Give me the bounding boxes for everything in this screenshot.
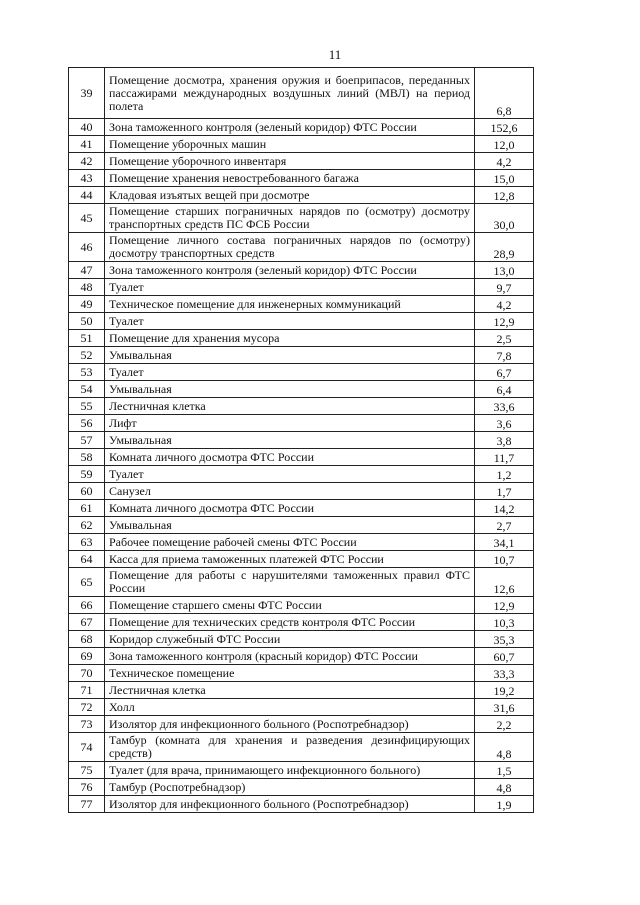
room-name: Помещение для технических средств контроля ФТС России [105, 614, 475, 631]
table-row [69, 699, 534, 716]
table-row [69, 381, 534, 398]
table-row [69, 568, 534, 597]
room-name: Зона таможенного контроля (зеленый коридор) ФТС России [105, 119, 475, 136]
area-value: 60,7 [475, 648, 534, 665]
premises-table-body [69, 68, 534, 813]
room-name: Туалет (для врача, принимающего инфекционного больного) [105, 762, 475, 779]
row-number: 67 [69, 614, 105, 631]
row-number: 69 [69, 648, 105, 665]
row-number: 39 [69, 68, 105, 119]
room-name: Зона таможенного контроля (зеленый коридор) ФТС России [105, 262, 475, 279]
table-row [69, 483, 534, 500]
row-number: 65 [69, 568, 105, 597]
row-number: 62 [69, 517, 105, 534]
room-name: Комната личного досмотра ФТС России [105, 500, 475, 517]
area-value: 12,0 [475, 136, 534, 153]
table-row [69, 665, 534, 682]
room-name: Умывальная [105, 347, 475, 364]
table-row [69, 648, 534, 665]
row-number: 59 [69, 466, 105, 483]
room-name: Тамбур (Роспотребнадзор) [105, 779, 475, 796]
area-value: 33,6 [475, 398, 534, 415]
area-value: 31,6 [475, 699, 534, 716]
row-number: 54 [69, 381, 105, 398]
table-row [69, 347, 534, 364]
room-name: Холл [105, 699, 475, 716]
area-value: 33,3 [475, 665, 534, 682]
row-number: 42 [69, 153, 105, 170]
area-value: 2,7 [475, 517, 534, 534]
room-name: Туалет [105, 466, 475, 483]
room-name: Помещение старшего смены ФТС России [105, 597, 475, 614]
room-name: Коридор служебный ФТС России [105, 631, 475, 648]
area-value: 9,7 [475, 279, 534, 296]
area-value: 2,2 [475, 716, 534, 733]
area-value: 10,7 [475, 551, 534, 568]
row-number: 51 [69, 330, 105, 347]
row-number: 50 [69, 313, 105, 330]
room-name: Техническое помещение [105, 665, 475, 682]
area-value: 152,6 [475, 119, 534, 136]
area-value: 3,6 [475, 415, 534, 432]
table-row [69, 614, 534, 631]
room-name: Лестничная клетка [105, 682, 475, 699]
room-name: Комната личного досмотра ФТС России [105, 449, 475, 466]
row-number: 72 [69, 699, 105, 716]
area-value: 3,8 [475, 432, 534, 449]
row-number: 61 [69, 500, 105, 517]
table-row [69, 262, 534, 279]
table-row [69, 796, 534, 813]
row-number: 58 [69, 449, 105, 466]
row-number: 73 [69, 716, 105, 733]
page-number: 11 [328, 47, 342, 62]
table-row [69, 449, 534, 466]
table-row [69, 631, 534, 648]
room-name: Зона таможенного контроля (красный коридор) ФТС России [105, 648, 475, 665]
area-value: 2,5 [475, 330, 534, 347]
room-name: Туалет [105, 279, 475, 296]
row-number: 45 [69, 204, 105, 233]
area-value: 1,5 [475, 762, 534, 779]
area-value: 12,6 [475, 568, 534, 597]
room-name: Помещение для хранения мусора [105, 330, 475, 347]
table-row [69, 534, 534, 551]
table-row [69, 432, 534, 449]
room-name: Помещение досмотра, хранения оружия и боеприпасов, переданных пассажирами международных воздушных линий (МВЛ) на период полета [105, 68, 475, 119]
area-value: 4,8 [475, 779, 534, 796]
table-row [69, 313, 534, 330]
table-row [69, 233, 534, 262]
row-number: 56 [69, 415, 105, 432]
room-name: Помещение старших пограничных нарядов по (осмотру) досмотру транспортных средств ПС ФСБ России [105, 204, 475, 233]
table-row [69, 398, 534, 415]
row-number: 47 [69, 262, 105, 279]
table-row [69, 204, 534, 233]
room-name: Лестничная клетка [105, 398, 475, 415]
row-number: 74 [69, 733, 105, 762]
table-row [69, 136, 534, 153]
row-number: 44 [69, 187, 105, 204]
row-number: 66 [69, 597, 105, 614]
room-name: Помещение личного состава пограничных нарядов по (осмотру) досмотру транспортных средств [105, 233, 475, 262]
table-row [69, 187, 534, 204]
area-value: 10,3 [475, 614, 534, 631]
area-value: 11,7 [475, 449, 534, 466]
table-row [69, 330, 534, 347]
room-name: Туалет [105, 364, 475, 381]
table-row [69, 500, 534, 517]
area-value: 12,9 [475, 597, 534, 614]
room-name: Кладовая изъятых вещей при досмотре [105, 187, 475, 204]
table-row [69, 551, 534, 568]
room-name: Умывальная [105, 517, 475, 534]
row-number: 68 [69, 631, 105, 648]
table-row [69, 119, 534, 136]
table-row [69, 296, 534, 313]
room-name: Тамбур (комната для хранения и разведения дезинфицирующих средств) [105, 733, 475, 762]
row-number: 41 [69, 136, 105, 153]
area-value: 30,0 [475, 204, 534, 233]
room-name: Умывальная [105, 381, 475, 398]
row-number: 43 [69, 170, 105, 187]
room-name: Лифт [105, 415, 475, 432]
table-row [69, 170, 534, 187]
room-name: Умывальная [105, 432, 475, 449]
table-row [69, 153, 534, 170]
table-row [69, 682, 534, 699]
room-name: Изолятор для инфекционного больного (Роспотребнадзор) [105, 716, 475, 733]
area-value: 35,3 [475, 631, 534, 648]
row-number: 49 [69, 296, 105, 313]
area-value: 19,2 [475, 682, 534, 699]
room-name: Туалет [105, 313, 475, 330]
table-row [69, 779, 534, 796]
table-row [69, 597, 534, 614]
row-number: 64 [69, 551, 105, 568]
premises-table [68, 67, 534, 813]
room-name: Техническое помещение для инженерных коммуникаций [105, 296, 475, 313]
row-number: 55 [69, 398, 105, 415]
area-value: 13,0 [475, 262, 534, 279]
room-name: Изолятор для инфекционного больного (Роспотребнадзор) [105, 796, 475, 813]
area-value: 6,4 [475, 381, 534, 398]
table-row [69, 517, 534, 534]
area-value: 4,2 [475, 296, 534, 313]
area-value: 7,8 [475, 347, 534, 364]
area-value: 15,0 [475, 170, 534, 187]
table-row [69, 733, 534, 762]
room-name: Помещение для работы с нарушителями таможенных правил ФТС России [105, 568, 475, 597]
row-number: 77 [69, 796, 105, 813]
row-number: 75 [69, 762, 105, 779]
row-number: 60 [69, 483, 105, 500]
room-name: Помещение уборочных машин [105, 136, 475, 153]
area-value: 4,2 [475, 153, 534, 170]
row-number: 71 [69, 682, 105, 699]
row-number: 40 [69, 119, 105, 136]
row-number: 76 [69, 779, 105, 796]
area-value: 6,7 [475, 364, 534, 381]
row-number: 52 [69, 347, 105, 364]
row-number: 53 [69, 364, 105, 381]
row-number: 57 [69, 432, 105, 449]
table-row [69, 415, 534, 432]
area-value: 12,9 [475, 313, 534, 330]
table-row [69, 762, 534, 779]
area-value: 34,1 [475, 534, 534, 551]
room-name: Помещение хранения невостребованного багажа [105, 170, 475, 187]
room-name: Рабочее помещение рабочей смены ФТС России [105, 534, 475, 551]
table-row [69, 466, 534, 483]
area-value: 1,9 [475, 796, 534, 813]
row-number: 48 [69, 279, 105, 296]
area-value: 14,2 [475, 500, 534, 517]
area-value: 1,2 [475, 466, 534, 483]
area-value: 1,7 [475, 483, 534, 500]
room-name: Санузел [105, 483, 475, 500]
room-name: Помещение уборочного инвентаря [105, 153, 475, 170]
table-row [69, 364, 534, 381]
area-value: 6,8 [475, 68, 534, 119]
area-value: 28,9 [475, 233, 534, 262]
table-row [69, 716, 534, 733]
row-number: 70 [69, 665, 105, 682]
row-number: 63 [69, 534, 105, 551]
room-name: Касса для приема таможенных платежей ФТС России [105, 551, 475, 568]
table-row [69, 279, 534, 296]
row-number: 46 [69, 233, 105, 262]
area-value: 4,8 [475, 733, 534, 762]
area-value: 12,8 [475, 187, 534, 204]
table-row [69, 68, 534, 119]
